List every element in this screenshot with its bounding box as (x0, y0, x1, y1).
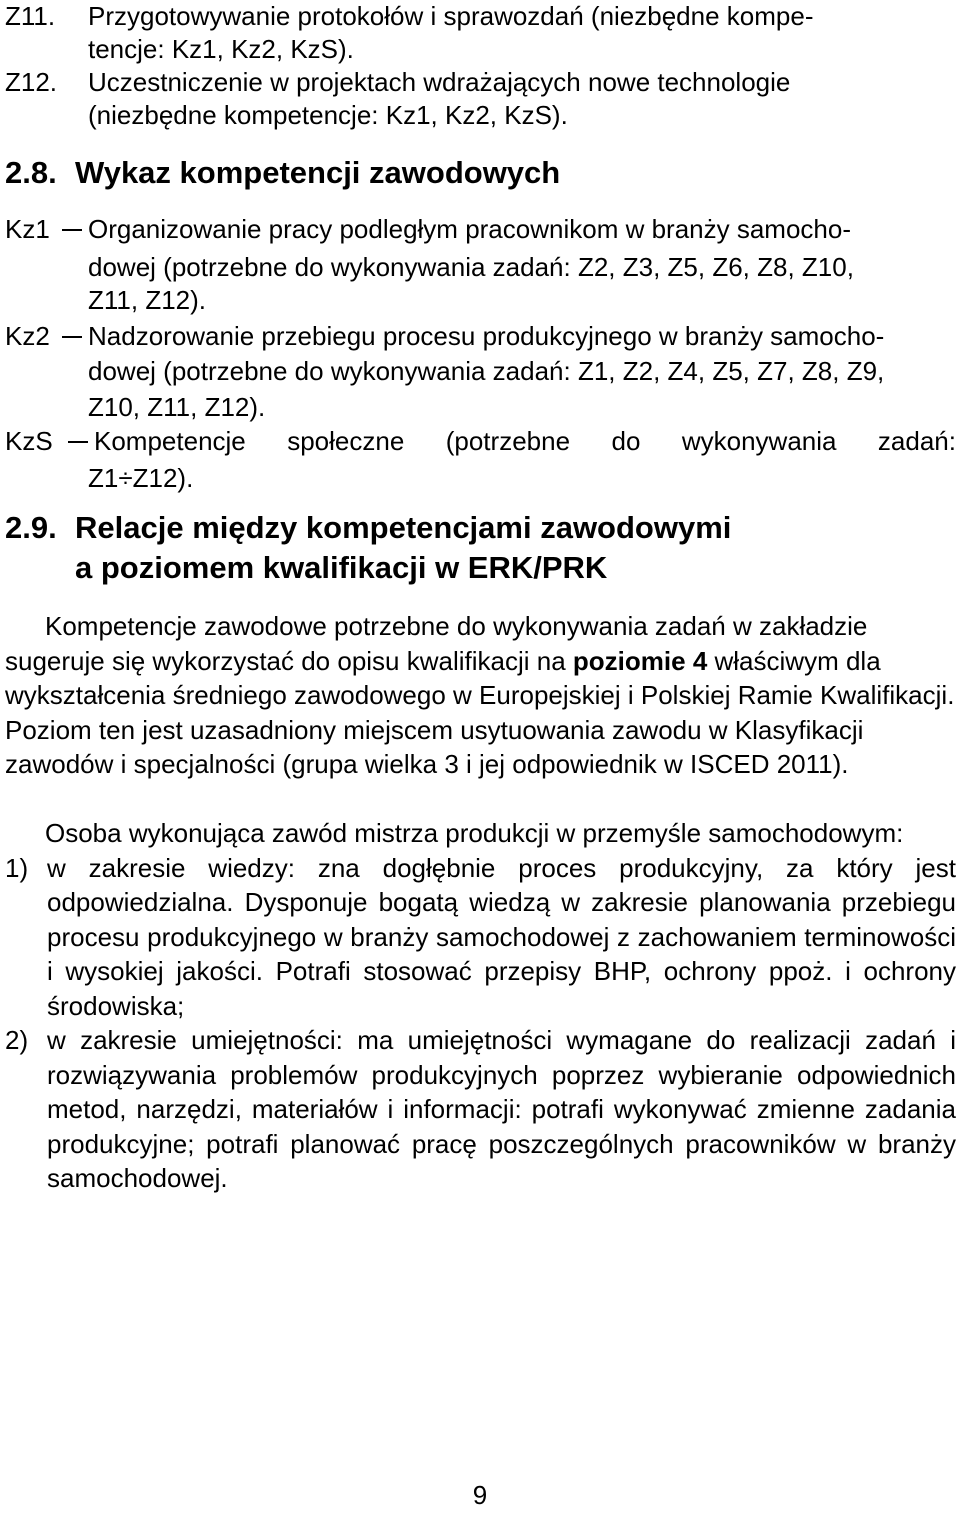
list-item-1-label: 1) (5, 852, 29, 883)
competence-label-kz2: Kz2 (5, 321, 50, 351)
paragraph-1-bold: poziomie 4 (572, 645, 708, 676)
competence-label-kz1: Kz1 (5, 214, 50, 244)
section-2-8-title: Wykaz kompetencji zawodowych (75, 155, 561, 190)
list-item-2-text: w zakresie umiejętności: ma umiejętności wymagane do realizacji zadań i rozwiązywania problemów produkcyjnych poprzez wybieranie odpowiednich metod, narzędzi, materiałów i informacji: potrafi wykonywać zmienne zadania produkcyjne; potrafi planować pracę poszczególnych pracowników w branży samochodowej. (47, 1025, 956, 1193)
task-z12-line2: (niezbędne kompetencje: Kz1, Kz2, KzS). (88, 100, 568, 130)
paragraph-1-text-a: Kompetencje zawodowe potrzebne do wykonywania zadań w zakładzie sugeruje się wykorzystać do opisu kwalifikacji na (5, 611, 868, 676)
kz2-line3: Z10, Z11, Z12). (88, 392, 266, 422)
dash-separator (62, 336, 82, 338)
task-label-z11: Z11. (5, 1, 56, 31)
task-z11-line1: Przygotowywanie protokołów i sprawozdań (niezbędne kompe- (88, 1, 814, 31)
paragraph-1-text-b: właściwym dla wykształcenia średniego zawodowego w Europejskiej i Polskiej Ramie Kwalifikacji. Poziom ten jest uzasadniony miejscem usytuowania zawodu w Klasyfikacji zawodów i specjalności (grupa wielka 3 i jej odpowiednik w ISCED 2011). (5, 645, 955, 779)
kz1-line3: Z11, Z12). (88, 285, 207, 315)
kzs-range-start: Z1 (88, 463, 119, 493)
dash-separator (62, 229, 82, 231)
section-2-9-body (5, 609, 956, 1196)
kzs-line2 (88, 462, 193, 494)
kz1-line1: Organizowanie pracy podległym pracownikom w branży samocho- (88, 214, 852, 244)
paragraph-1 (5, 609, 956, 816)
kzs-range-end: Z12). (132, 463, 194, 493)
paragraph-2: Osoba wykonująca zawód mistrza produkcji w przemyśle samochodowym: (45, 818, 904, 848)
task-z11-line2: tencje: Kz1, Kz2, KzS). (88, 34, 354, 64)
section-2-8-number: 2.8. (5, 155, 57, 190)
competence-label-kzs: KzS (5, 426, 53, 456)
section-2-9-title-line1: Relacje między kompetencjami zawodowymi (75, 510, 732, 545)
page-number: 9 (472, 1480, 488, 1510)
kz2-line1: Nadzorowanie przebiegu procesu produkcyjnego w branży samocho- (88, 321, 885, 351)
task-z12-line1: Uczestniczenie w projektach wdrażających nowe technologie (88, 67, 791, 97)
kz2-line2: dowej (potrzebne do wykonywania zadań: Z1, Z2, Z4, Z5, Z7, Z8, Z9, (88, 356, 885, 386)
section-2-9-title-line2: a poziomem kwalifikacji w ERK/PRK (75, 550, 608, 585)
list-item-1 (5, 851, 956, 1024)
kz1-line2: dowej (potrzebne do wykonywania zadań: Z2, Z3, Z5, Z6, Z8, Z10, (88, 252, 854, 282)
list-item-2-label: 2) (5, 1025, 29, 1055)
dash-separator (68, 441, 88, 443)
task-label-z12: Z12. (5, 67, 58, 97)
kzs-line1: Kompetencje społeczne (potrzebne do wykonywania zadań: (94, 426, 956, 456)
list-item-1-text: w zakresie wiedzy: zna dogłębnie proces produkcyjny, za który jest odpowiedzialna. Dysponuje bogatą wiedzą w zakresie planowania przebiegu procesu produkcyjnego w branży samochodowej z zachowaniem terminowości i wysokiej jakości. Potrafi stosować przepisy BHP, ochrony ppoż. i ochrony środowiska; (47, 852, 956, 1021)
section-2-9-number: 2.9. (5, 510, 57, 545)
list-item-2 (5, 1023, 956, 1196)
division-symbol: ÷ (118, 463, 133, 493)
